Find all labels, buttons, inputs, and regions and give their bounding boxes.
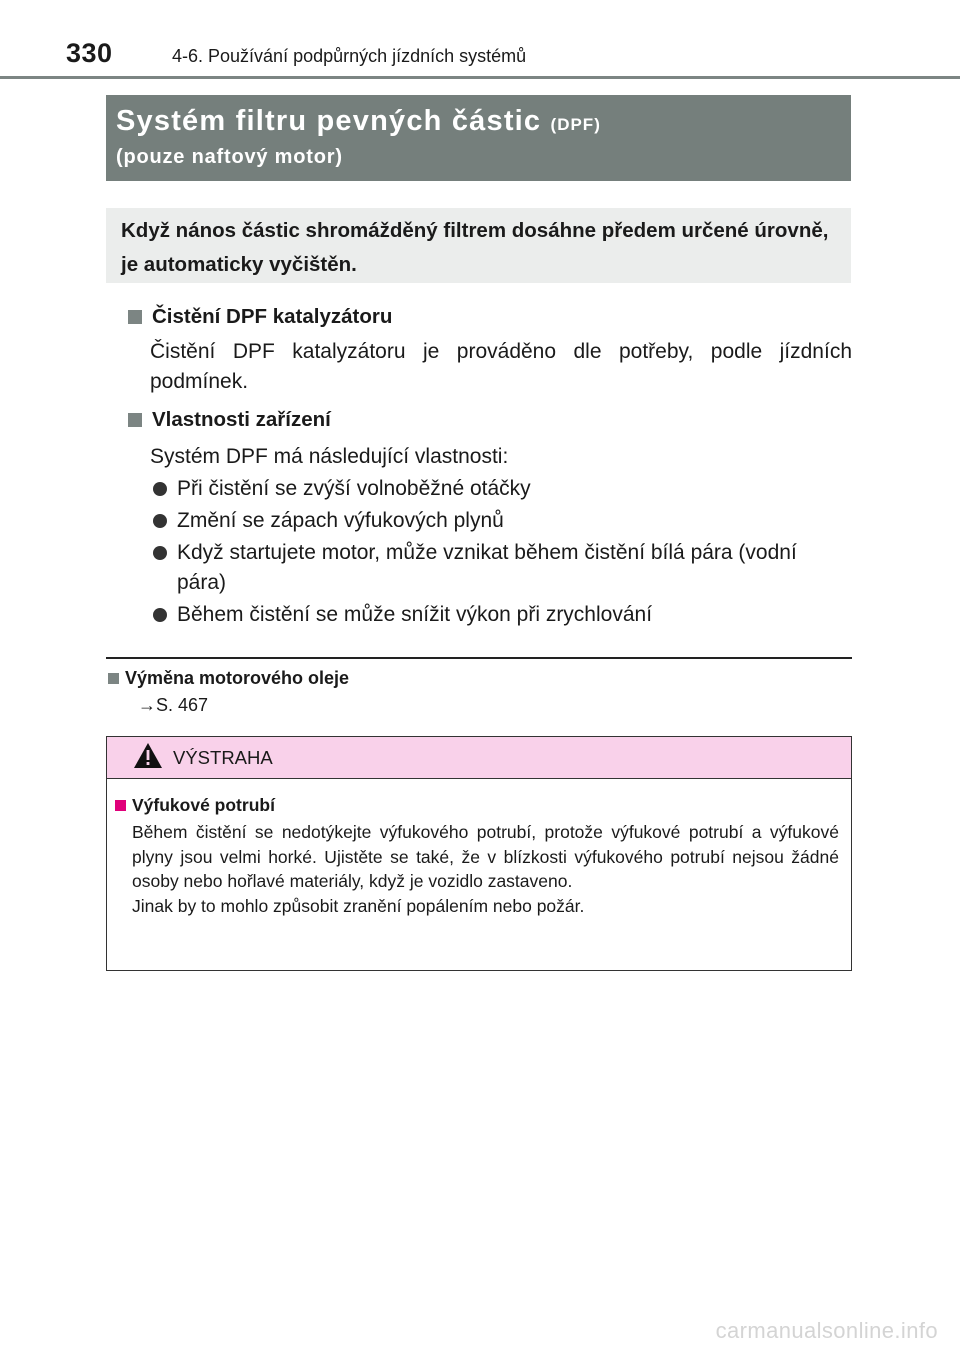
chapter-title: 4-6. Používání podpůrných jízdních systémů — [172, 46, 527, 66]
bullet-dot-icon — [153, 546, 167, 560]
square-bullet-icon — [128, 310, 142, 324]
square-bullet-icon — [108, 673, 119, 684]
intro-text: Když nános částic shromážděný filtrem dosáhne předem určené úrovně, je automaticky vyčištěn. — [121, 219, 829, 276]
bullet-dot-icon — [153, 482, 167, 496]
divider — [106, 657, 852, 659]
note — [108, 668, 349, 716]
bullet-dot-icon — [153, 608, 167, 622]
warning-text: Během čistění se nedotýkejte výfukového potrubí, protože výfukové potrubí a výfukové plyny jsou velmi horké. Ujistěte se také, že v blízkosti výfukového potrubí nejsou žádné osoby nebo hořlavé materiály, když je vozidlo zastaveno. — [132, 822, 839, 891]
warning-title: VÝSTRAHA — [173, 746, 273, 768]
section-dpf-cleaning — [128, 305, 852, 397]
list-item: Během čistění se může snížit výkon při zrychlování — [150, 600, 852, 630]
note-heading: Výměna motorového oleje — [125, 668, 350, 688]
square-bullet-icon — [128, 413, 142, 427]
section-heading: Vlastnosti zařízení — [152, 408, 331, 431]
section-text: Systém DPF má následující vlastnosti: — [150, 445, 509, 468]
section-text: Čistění DPF katalyzátoru je prováděno dle potřeby, podle jízdních podmínek. — [150, 340, 852, 393]
section-features — [128, 408, 852, 630]
warning-box — [106, 736, 852, 971]
page-reference-link[interactable]: →S. 467 — [138, 695, 209, 715]
page-number: 330 — [66, 38, 113, 68]
warning-text-2: Jinak by to mohlo způsobit zranění popálením nebo požár. — [132, 895, 585, 916]
warning-header — [107, 737, 851, 779]
section-title-box — [106, 95, 851, 181]
warning-subheading: Výfukové potrubí — [132, 795, 275, 815]
list-item: Změní se zápach výfukových plynů — [150, 506, 852, 536]
section-title: Systém filtru pevných částic — [116, 105, 542, 137]
square-bullet-icon — [115, 800, 126, 811]
section-heading: Čistění DPF katalyzátoru — [152, 305, 393, 328]
list-item: Když startujete motor, může vznikat během čistění bílá pára (vodní pára) — [150, 538, 852, 598]
section-subtitle: (pouze naftový motor) — [116, 146, 343, 168]
header-rule — [0, 76, 960, 79]
intro-box — [106, 208, 851, 283]
bullet-dot-icon — [153, 514, 167, 528]
list-item: Při čistění se zvýší volnoběžné otáčky — [150, 474, 852, 504]
watermark: carmanualsonline.info — [715, 1318, 938, 1343]
section-title-suffix: (DPF) — [550, 115, 601, 134]
warning-triangle-icon — [133, 742, 163, 774]
